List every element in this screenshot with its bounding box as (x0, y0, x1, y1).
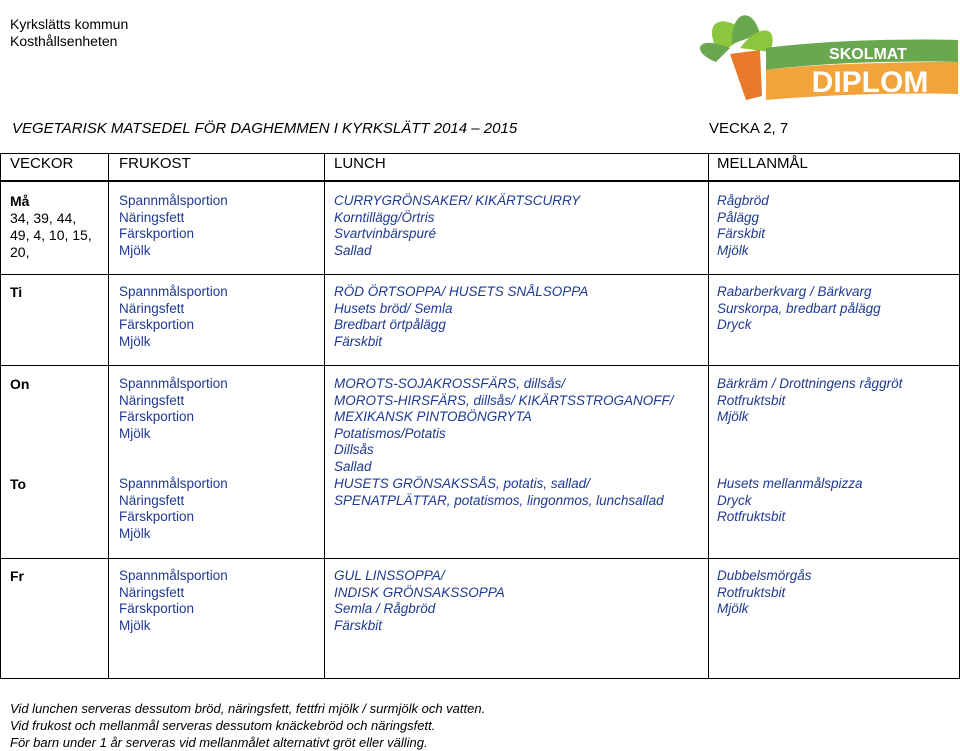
row-ma-day (10, 193, 92, 261)
menu-item: Näringsfett (119, 300, 185, 316)
column-headers (0, 155, 960, 177)
footer-notes (10, 700, 485, 751)
grid-line (708, 153, 709, 678)
row-fr-frukost (119, 568, 228, 634)
day-label: Ti (10, 284, 23, 300)
menu-item: SPENATPLÄTTAR, potatismos, lingonmos, lunchsallad (334, 492, 664, 508)
menu-item: Näringsfett (119, 209, 185, 225)
menu-title: VEGETARISK MATSEDEL FÖR DAGHEMMEN I KYRKSLÄTT 2014 – 2015 (12, 120, 518, 137)
row-fr-day (10, 568, 24, 585)
menu-item: Näringsfett (119, 392, 185, 408)
menu-item: Bärkräm / Drottningens råggröt (717, 376, 903, 391)
menu-item: Mjölk (119, 425, 151, 441)
row-fr-lunch (334, 568, 505, 634)
row-on-frukost (119, 376, 228, 442)
menu-item: Spannmålsportion (119, 476, 228, 491)
menu-item: MEXIKANSK PINTOBÖNGRYTA (334, 409, 532, 424)
menu-item: Sallad (334, 458, 372, 474)
logo-text-top: SKOLMAT (829, 46, 907, 63)
menu-item: GUL LINSSOPPA/ (334, 568, 445, 583)
footer-note: Vid lunchen serveras dessutom bröd, näringsfett, fettfri mjölk / surmjölk och vatten. (10, 701, 486, 716)
org-name: Kyrkslätts kommun (10, 16, 129, 32)
day-label: On (10, 376, 30, 392)
menu-item: Bredbart örtpålägg (334, 317, 446, 332)
logo-text-bottom: DIPLOM (811, 66, 929, 99)
row-on-day (10, 376, 29, 393)
menu-item: Korntillägg/Örtris (334, 209, 435, 225)
menu-item: Pålägg (717, 209, 760, 225)
row-ti-mellanmal (717, 284, 881, 334)
menu-item: Näringsfett (119, 492, 185, 508)
row-on-lunch (334, 376, 674, 475)
menu-item: Färskbit (717, 226, 766, 241)
menu-item: Dubbelsmörgås (717, 568, 812, 583)
menu-item: Spannmålsportion (119, 568, 228, 583)
row-ma-frukost (119, 193, 228, 259)
grid-line (0, 181, 960, 182)
grid-line (0, 274, 960, 275)
grid-line (0, 678, 960, 679)
menu-item: Surskorpa, bredbart pålägg (717, 300, 881, 316)
row-to-mellanmal (717, 476, 863, 526)
grid-line (108, 153, 109, 678)
row-to-day (10, 476, 26, 493)
week-numbers: 49, 4, 10, 15, (10, 227, 92, 243)
week-numbers: 34, 39, 44, (10, 210, 77, 226)
menu-item: MOROTS-HIRSFÄRS, dillsås/ KIKÄRTSSTROGANOFF/ (334, 392, 674, 408)
menu-item: Dryck (717, 317, 752, 332)
menu-item: Färskportion (119, 409, 195, 424)
skolmat-diplom-logo (690, 4, 960, 100)
day-label: Fr (10, 568, 24, 584)
menu-item: Mjölk (119, 333, 151, 349)
menu-item: Husets mellanmålspizza (717, 476, 863, 491)
menu-item: Rotfruktsbit (717, 392, 786, 408)
menu-item: Potatismos/Potatis (334, 425, 446, 441)
footer-note: Vid frukost och mellanmål serveras dessutom knäckebröd och näringsfett. (10, 718, 436, 733)
menu-item: Mjölk (119, 525, 151, 541)
row-ma-mellanmal (717, 193, 769, 259)
menu-item: Mjölk (119, 242, 151, 258)
menu-item: Näringsfett (119, 584, 185, 600)
grid-line (0, 153, 1, 678)
org-header (10, 16, 128, 50)
menu-item: Färskportion (119, 601, 195, 616)
row-to-frukost (119, 476, 228, 542)
menu-item: Mjölk (717, 601, 749, 616)
menu-item: Spannmålsportion (119, 376, 228, 391)
grid-line (0, 153, 960, 154)
grid-line (324, 153, 325, 678)
menu-item: Rågbröd (717, 193, 769, 208)
menu-item: INDISK GRÖNSAKSSOPPA (334, 584, 505, 600)
row-to-lunch (334, 476, 664, 509)
menu-item: Rabarberkvarg / Bärkvarg (717, 284, 872, 299)
menu-item: Rotfruktsbit (717, 509, 786, 524)
col-lunch: LUNCH (334, 155, 386, 172)
menu-item: Semla / Rågbröd (334, 601, 436, 616)
row-ma-lunch (334, 193, 580, 259)
org-unit: Kosthållsenheten (10, 33, 118, 49)
menu-item: MOROTS-SOJAKROSSFÄRS, dillsås/ (334, 376, 566, 391)
day-label: To (10, 476, 27, 492)
col-frukost: FRUKOST (119, 155, 191, 172)
row-ti-lunch (334, 284, 588, 350)
menu-item: Mjölk (717, 409, 749, 424)
menu-item: Färskportion (119, 226, 195, 241)
menu-item: Spannmålsportion (119, 284, 228, 299)
grid-line (0, 365, 960, 366)
grid-line (0, 558, 960, 559)
menu-item: Rotfruktsbit (717, 584, 786, 600)
menu-item: CURRYGRÖNSAKER/ KIKÄRTSCURRY (334, 193, 581, 208)
menu-item: HUSETS GRÖNSAKSSÅS, potatis, sallad/ (334, 476, 590, 491)
footer-note: För barn under 1 år serveras vid mellanmålet alternativt gröt eller välling. (10, 735, 428, 750)
row-ti-day (10, 284, 22, 301)
menu-item: Färskportion (119, 317, 195, 332)
menu-item: Husets bröd/ Semla (334, 300, 453, 316)
menu-item: Sallad (334, 242, 372, 258)
menu-item: Mjölk (717, 242, 749, 258)
week-numbers: 20, (10, 244, 30, 260)
menu-item: RÖD ÖRTSOPPA/ HUSETS SNÅLSOPPA (334, 284, 589, 299)
menu-item: Färskbit (334, 333, 383, 349)
menu-item: Svartvinbärspuré (334, 226, 437, 241)
menu-item: Färskbit (334, 617, 383, 633)
menu-item: Dillsås (334, 442, 374, 457)
day-label: Må (10, 193, 30, 209)
menu-item: Dryck (717, 492, 752, 508)
menu-item: Spannmålsportion (119, 193, 228, 208)
menu-item: Färskportion (119, 509, 195, 524)
menu-item: Mjölk (119, 617, 151, 633)
week-label: VECKA 2, 7 (709, 120, 789, 137)
col-mellanmal: MELLANMÅL (717, 155, 808, 172)
col-veckor: VECKOR (10, 155, 74, 172)
row-fr-mellanmal (717, 568, 812, 618)
row-ti-frukost (119, 284, 228, 350)
row-on-mellanmal (717, 376, 902, 426)
